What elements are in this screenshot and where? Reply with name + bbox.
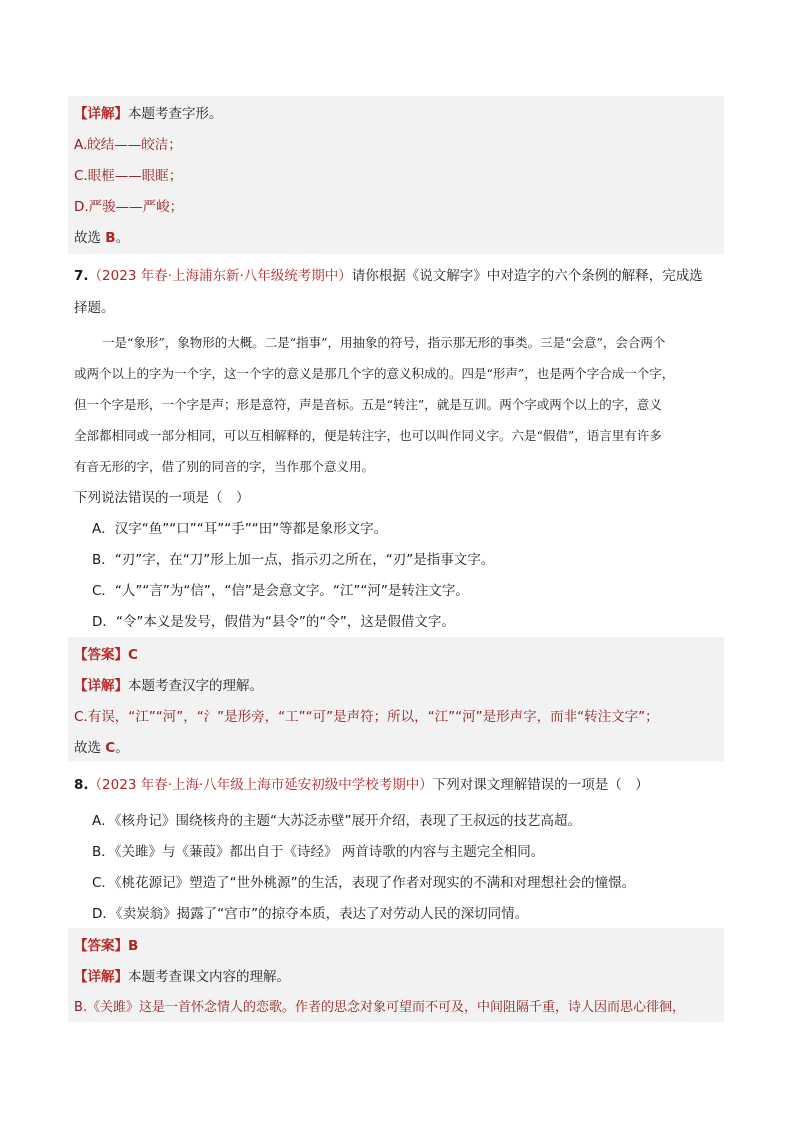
explanation-line: B.《关雎》这是一首怀念情人的恋歌。作者的思念对象可望而不可及，中间阻隔千重，诗人因而思心徘徊， (74, 1000, 686, 1015)
answer-value: C (128, 647, 138, 663)
question-prompt: 下列对课文理解错误的一项是（ ） (432, 777, 649, 793)
conclusion-line: 故选 C。 (74, 740, 129, 756)
detail-text: 本题考查课文内容的理解。 (128, 969, 290, 985)
question-number: 8 (74, 777, 84, 793)
question-8-stem: 8.（2023 年春·上海·八年级上海市延安初级中学校考期中）下列对课文理解错误的一项是（ ） (74, 777, 649, 793)
option-a: A．《核舟记》围绕核舟的主题“大苏泛赤壁”展开介绍，表现了王叔远的技艺高超。 (92, 813, 581, 829)
answer-line (74, 645, 724, 665)
option-c: C．《桃花源记》塑造了“世外桃源”的生活，表现了作者对现实的不满和对理想社会的憧憬。 (92, 875, 636, 891)
detail-line (74, 967, 724, 987)
detail-line (74, 676, 724, 696)
question-7-stem: 7.（2023 年春·上海浦东新·八年级统考期中）请你根据《说文解字》中对造字的六个条例的解释，完成选 (74, 268, 703, 284)
detail-text: 本题考查字形。 (128, 106, 223, 122)
question-source: （2023 年春·上海浦东新·八年级统考期中） (88, 268, 352, 284)
explanation-line: A.皎结——皎洁； (74, 137, 182, 153)
answer-tag: 【答案】 (74, 938, 128, 954)
question-number: 7 (74, 268, 84, 284)
detail-tag: 【详解】 (74, 678, 128, 694)
conclusion-answer: C (105, 740, 116, 756)
passage-line: 有音无形的字，借了别的同音的字，当作那个意义用。 (74, 459, 375, 474)
passage-line: 全部都相同或一部分相同，可以互相解释的，便是转注字，也可以叫作同义字。六是“假借”，语言里有许多 (74, 428, 662, 443)
option-d: D．“令”本义是发号，假借为“县令”的“令”，这是假借文字。 (92, 614, 455, 630)
conclusion-answer: B (105, 230, 116, 246)
option-b: B．《关雎》与《蒹葭》都出自于《诗经》 两首诗歌的内容与主题完全相同。 (92, 844, 545, 860)
conclusion-line: 故选 B。 (74, 230, 130, 246)
explanation-line: C.有误，“江”“河”，“氵”是形旁，“工”“可”是声符；所以，“江”“河”是形声字，而非“转注文字”； (74, 709, 659, 725)
option-a: A．汉字“鱼”“口”“耳”“手”“田”等都是象形文字。 (92, 521, 388, 537)
question-prompt: 请你根据《说文解字》中对造字的六个条例的解释，完成选 (351, 268, 703, 284)
option-d: D．《卖炭翁》揭露了“宫市”的掠夺本质，表达了对劳动人民的深切同情。 (92, 906, 529, 922)
question-prompt-continued: 择题。 (74, 300, 115, 316)
answer-line (74, 936, 724, 956)
detail-text: 本题考查汉字的理解。 (128, 678, 263, 694)
detail-line (74, 104, 724, 124)
sub-question: 下列说法错误的一项是（ ） (74, 490, 250, 506)
passage-line: 或两个以上的字为一个字，这一个字的意义是那几个字的意义积成的。四是“形声”，也是两个字合成一个字， (74, 366, 675, 381)
option-b: B．“刃”字，在“刀”形上加一点，指示刃之所在，“刃”是指事文字。 (92, 552, 495, 568)
passage-line: 一是“象形”，象物形的大概。二是“指事”，用抽象的符号，指示那无形的事类。三是“会意”，会合两个 (102, 335, 666, 350)
answer-value: B (128, 938, 139, 954)
answer-tag: 【答案】 (74, 647, 128, 663)
question-source: （2023 年春·上海·八年级上海市延安初级中学校考期中） (88, 777, 433, 793)
detail-tag: 【详解】 (74, 106, 128, 122)
option-c: C．“人”“言”为“信”，“信”是会意文字。“江”“河”是转注文字。 (92, 583, 469, 599)
passage-line: 但一个字是形，一个字是声；形是意符，声是音标。五是“转注”，就是互训。两个字或两个以上的字，意义 (74, 397, 662, 412)
explanation-line: D.严骏——严峻； (74, 199, 184, 215)
explanation-line: C.眼框——眼眶； (74, 168, 183, 184)
detail-tag: 【详解】 (74, 969, 128, 985)
